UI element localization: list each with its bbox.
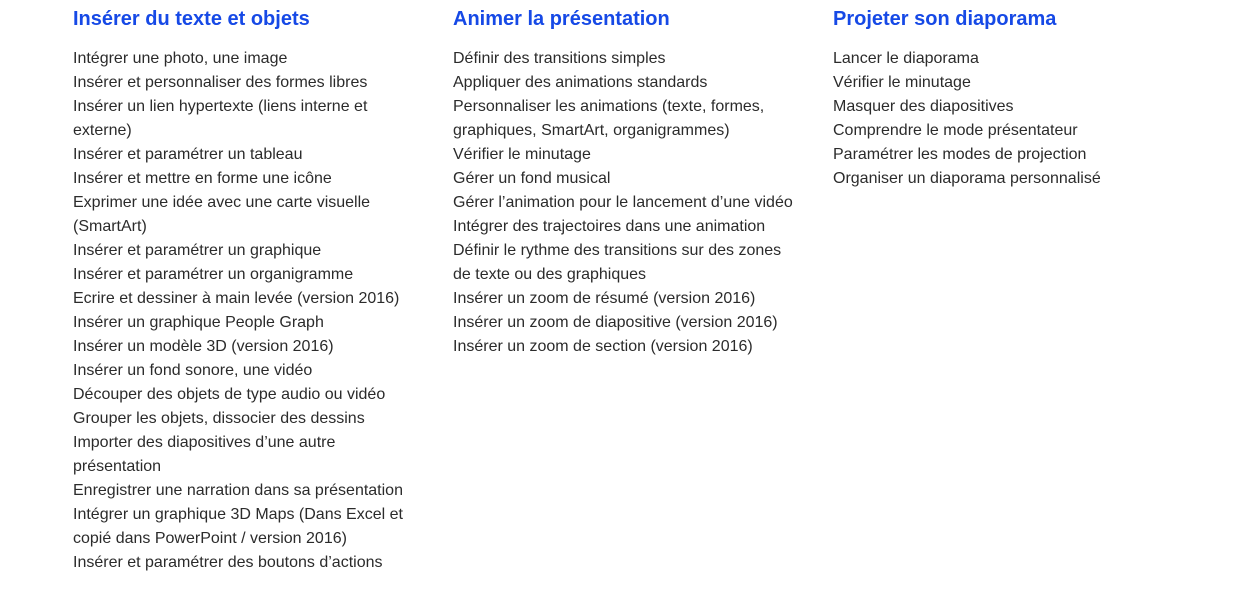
- list-item: Définir le rythme des transitions sur des zones de texte ou des graphiques: [453, 242, 782, 283]
- list-item: Intégrer des trajectoires dans une animation: [453, 218, 766, 235]
- column-title: Animer la présentation: [453, 8, 670, 30]
- list-item: Importer des diapositives d’une autre présentation: [73, 434, 336, 475]
- list-item: Insérer un zoom de section (version 2016): [453, 338, 753, 355]
- list-item: Insérer et personnaliser des formes libres: [73, 74, 368, 91]
- column-title: Projeter son diaporama: [833, 8, 1057, 30]
- course-columns: [73, 0, 1213, 575]
- list-item: Paramétrer les modes de projection: [833, 146, 1087, 163]
- list-item: Insérer et paramétrer un organigramme: [73, 266, 354, 283]
- list-item: Insérer un modèle 3D (version 2016): [73, 338, 334, 355]
- list-item: Insérer un zoom de résumé (version 2016): [453, 290, 756, 307]
- list-item: Insérer un zoom de diapositive (version 2016): [453, 314, 778, 331]
- list-item: Gérer un fond musical: [453, 170, 611, 187]
- list-item: Appliquer des animations standards: [453, 74, 708, 91]
- list-item: Insérer et paramétrer des boutons d’actions: [73, 554, 383, 571]
- list-item: Insérer un fond sonore, une vidéo: [73, 362, 313, 379]
- list-item: Insérer un lien hypertexte (liens interne et externe): [73, 98, 368, 139]
- list-item: Enregistrer une narration dans sa présentation: [73, 482, 403, 499]
- list-item: Vérifier le minutage: [453, 146, 591, 163]
- topic-list: [833, 47, 1178, 191]
- topic-list: [73, 47, 418, 575]
- list-item: Insérer et paramétrer un graphique: [73, 242, 322, 259]
- column-title: Insérer du texte et objets: [73, 8, 310, 30]
- topic-list: [453, 47, 798, 359]
- list-item: Personnaliser les animations (texte, formes, graphiques, SmartArt, organigrammes): [453, 98, 765, 139]
- column-projeter-diaporama: [833, 0, 1213, 575]
- list-item: Ecrire et dessiner à main levée (version 2016): [73, 290, 400, 307]
- list-item: Définir des transitions simples: [453, 50, 666, 67]
- list-item: Exprimer une idée avec une carte visuelle (SmartArt): [73, 194, 371, 235]
- list-item: Insérer un graphique People Graph: [73, 314, 324, 331]
- list-item: Lancer le diaporama: [833, 50, 979, 67]
- list-item: Comprendre le mode présentateur: [833, 122, 1078, 139]
- list-item: Gérer l’animation pour le lancement d’une vidéo: [453, 194, 793, 211]
- list-item: Intégrer une photo, une image: [73, 50, 288, 67]
- list-item: Intégrer un graphique 3D Maps (Dans Excel et copié dans PowerPoint / version 2016): [73, 506, 403, 547]
- list-item: Découper des objets de type audio ou vidéo: [73, 386, 386, 403]
- column-inserer-texte-objets: [73, 0, 453, 575]
- list-item: Vérifier le minutage: [833, 74, 971, 91]
- list-item: Grouper les objets, dissocier des dessins: [73, 410, 365, 427]
- list-item: Masquer des diapositives: [833, 98, 1014, 115]
- column-animer-presentation: [453, 0, 833, 575]
- list-item: Insérer et paramétrer un tableau: [73, 146, 303, 163]
- list-item: Organiser un diaporama personnalisé: [833, 170, 1101, 187]
- list-item: Insérer et mettre en forme une icône: [73, 170, 332, 187]
